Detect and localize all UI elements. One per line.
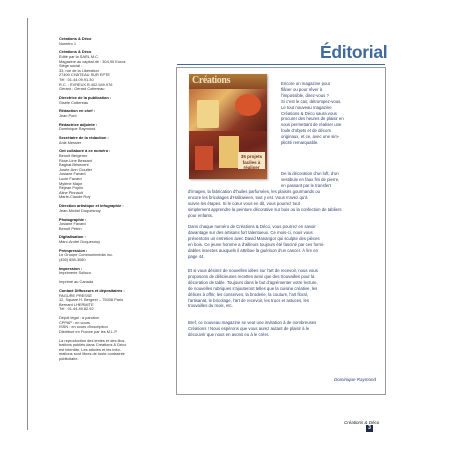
- credit-line: mations sont libres de toute contrainte: [59, 352, 125, 357]
- text-line: page 44.: [188, 253, 205, 259]
- cover-photo-item: [197, 100, 219, 128]
- title-rule: [177, 64, 385, 65]
- credit-line: Dominique Raymond: [59, 127, 96, 132]
- masthead-issue: Numéro 1: [59, 41, 77, 46]
- credit-line: Magazine au capital de : 304,90 Euros: [59, 59, 126, 64]
- credit-block: [59, 96, 174, 105]
- text-line: vestibule en faux fini de pierre,: [281, 176, 340, 182]
- credit-line: Siège social :: [59, 64, 83, 69]
- credit-line: Jean-Michel Duquesnoy: [59, 208, 101, 213]
- text-line: flâner ou pour rêver à: [281, 86, 323, 92]
- text-line: pour enfants.: [188, 212, 214, 218]
- editorial-paragraph-1: [281, 81, 375, 146]
- credit-heading: Impression :: [59, 265, 83, 271]
- credit-line: 12, Square H. Bergeer – 75008 Paris: [59, 298, 124, 303]
- cover-photo-item: [219, 136, 239, 168]
- credit-block: [59, 204, 174, 213]
- credit-block: [59, 136, 174, 145]
- credit-line: Le Groupe Communimédia Inc.: [59, 253, 114, 258]
- credit-block: [59, 123, 174, 132]
- credit-heading: Direction artistique et infographie :: [59, 203, 124, 209]
- credit-line: Benoît Bergeron: [59, 154, 88, 158]
- credit-heading: Digitalisation :: [59, 234, 86, 240]
- editorial-title: Éditorial: [320, 42, 388, 62]
- masthead-credits: [59, 50, 174, 361]
- text-line: décoration de table. Toujours dans le but d'agrémenter votre lecture,: [188, 279, 318, 285]
- text-line: trouvailles du mois, etc.: [188, 303, 233, 309]
- credit-line: Josée-Ann Cloutier: [59, 167, 93, 172]
- editorial-paragraph-3: [188, 224, 376, 259]
- credit-line: Josiane Favard: [59, 222, 86, 227]
- credit-line: est interdite. Les articles et les infor-: [59, 347, 122, 352]
- text-line: De la décoration d'un loft, d'un: [281, 171, 339, 176]
- text-line: simplement apprendre la peinture décorative sur bois ou la confection de tabliers: [188, 206, 342, 212]
- magazine-cover-image: [189, 74, 267, 179]
- credit-heading: Créations & Déco: [59, 49, 92, 55]
- credit-line: Réjean Poplin: [59, 186, 84, 191]
- credit-line: CPPAP : en cours: [59, 320, 90, 325]
- credit-block: [59, 218, 174, 232]
- credit-line: Dépôt légal : à parution: [59, 316, 100, 321]
- credit-line: Lucie Favard: [59, 176, 82, 181]
- credit-line: R.C. : ÉVREUX B 402.549.976: [59, 82, 113, 87]
- masthead-title: Créations & Déco: [59, 36, 92, 41]
- credit-line: Tél : 01.44.49.82.92: [59, 307, 94, 312]
- masthead-header: [59, 37, 174, 46]
- credit-block: [59, 316, 174, 334]
- credit-line: Aline Pinnault: [59, 190, 83, 195]
- text-line: procurer des heures de plaisir en: [281, 116, 344, 122]
- credit-heading: Rédactrice adjointe :: [59, 121, 98, 127]
- credit-block: [59, 50, 174, 91]
- text-line: Si c'est le cas, détrompez-vous.: [281, 98, 342, 104]
- text-line: Encore un magazine pour: [281, 81, 331, 86]
- credit-block: [59, 339, 174, 362]
- credit-line: Tél : 01.44.09.91.30: [59, 77, 94, 82]
- credit-heading: Secrétaire de la rédaction :: [59, 135, 109, 141]
- credit-block: [59, 149, 174, 200]
- credit-heading: Rédaction en chef :: [59, 108, 95, 114]
- text-line: davantage sur des artisans fort talentueux. Ce mois-ci, nous vous: [188, 229, 313, 235]
- credit-heading: Prémpression :: [59, 247, 88, 253]
- credit-heading: Contact Diffuseurs et dépositaires :: [59, 287, 125, 293]
- masthead-column: [59, 37, 174, 366]
- text-line: Bref, ce nouveau magazine se veut une invitation à de nombreuses: [188, 320, 317, 325]
- text-line: Créations ! Nous espérons que vous aurez autant de plaisir à le: [188, 325, 310, 331]
- text-line: délices à offrir, les conserves, la broderie, la couture, l'art floral,: [188, 291, 308, 297]
- footer-label: Créations & Déco: [344, 420, 380, 425]
- text-line: l'artisanat, le bricolage, l'art de recevoir, les trucs et astuces, les: [188, 297, 310, 303]
- credit-line: Benoît Pétrin: [59, 226, 82, 231]
- text-line: de nouvelles rubriques s'ajouteront telles que la cuisine créative, les: [188, 285, 318, 291]
- credit-block: [59, 289, 174, 312]
- credit-line: Imprimé au Canada: [59, 280, 94, 285]
- cover-logo: Créations: [192, 75, 231, 86]
- text-line: découvrir que nous en avons eu à le créer.: [188, 331, 270, 337]
- credit-line: Gérant : Gérard Cottereau: [59, 87, 105, 92]
- credit-line: Gisèle Cottereau: [59, 100, 89, 105]
- text-line: Le tout nouveau magazine: [281, 104, 332, 110]
- text-line: originaux, et ce, avec une sim-: [281, 134, 340, 140]
- page-number: 3: [366, 425, 373, 432]
- editorial-paragraph-2-cont: [188, 189, 376, 219]
- credit-line: Josiane Favard: [59, 172, 86, 177]
- text-line: suivre les étapes. Si le cœur vous en dit, vous pourrez tout: [188, 200, 300, 206]
- cover-photo-item: [195, 146, 213, 170]
- credit-line: (450) 655-3080: [59, 258, 86, 263]
- credit-heading: Ont collaboré à ce numéro :: [59, 148, 111, 154]
- credit-line: ISSN : en cours d'inscription: [59, 325, 108, 330]
- cover-badge: 35 projets faciles à réaliser: [238, 152, 265, 169]
- cover-photo-item: [235, 94, 261, 116]
- credit-line: Marie-Claude Roy: [59, 195, 91, 200]
- text-line: présentons un entretien avec David Manangor qui sculpte des pièces: [188, 235, 320, 241]
- credit-line: trations publiés dans Créations & Déco: [59, 343, 127, 348]
- margin-rule: [27, 18, 28, 430]
- text-line: foule d'objets et de décors: [281, 128, 332, 134]
- text-line: dables insectes auxquels il attribue la guérison d'un cancer. À lire en: [188, 247, 319, 253]
- credit-block: [59, 109, 174, 118]
- text-line: Créations & Déco saura vous: [281, 110, 337, 116]
- text-line: plicité remarquable.: [281, 140, 319, 146]
- text-line: Et si vous désirez de nouvelles idées sur l'art de recevoir, nous vous: [188, 268, 318, 273]
- editorial-paragraph-4: [188, 268, 376, 309]
- credit-line: Anik Messier: [59, 140, 82, 145]
- credit-line: publicitaire.: [59, 357, 79, 362]
- text-line: en passant par le transfert: [281, 182, 331, 188]
- credit-line: Mylène Major: [59, 181, 83, 186]
- credit-line: 33, rue de la Libération: [59, 68, 99, 73]
- credit-block: [59, 267, 174, 276]
- credit-line: Jean Pont: [59, 113, 77, 118]
- credit-line: Marc-André Duquesnoy: [59, 240, 101, 245]
- text-line: en bois. Ce jeune homme a d'ailleurs toujours été fasciné par ces formi-: [188, 241, 325, 247]
- credit-line: Imprimerie Solisco: [59, 271, 91, 276]
- credit-line: Bernard LHERMITE: [59, 302, 94, 307]
- text-line: d'images, la fabrication d'huiles parfumées, les plaisirs gourmands ou: [188, 189, 321, 194]
- text-line: encore les bricolages d'Halloween, tout y est. Vous n'avez qu'à: [188, 194, 308, 200]
- editorial-paragraph-5: [188, 320, 376, 338]
- credit-line: PAGURE PRESSE: [59, 293, 93, 298]
- credit-heading: Directrice de la publication :: [59, 94, 112, 100]
- text-line: Dans chaque numéro de Créations & Déco, vous pourrez en savoir: [188, 224, 316, 229]
- credit-line: Baghat Brisecent: [59, 163, 89, 168]
- text-line: proposons de délicieuses recettes ainsi que des trouvailles pour la: [188, 273, 315, 279]
- editorial-signature: Dominique Raymond: [333, 377, 376, 382]
- credit-line: La reproduction des textes et des illus-: [59, 338, 126, 343]
- credit-line: Rose-Line Bessant: [59, 158, 92, 163]
- credit-line: 27400 CHÂTEAU SUR EPTE: [59, 73, 111, 78]
- credit-block: [59, 249, 174, 263]
- credit-heading: Photographie :: [59, 216, 87, 222]
- text-line: l'impossible, direz-vous ?: [281, 92, 329, 98]
- credit-block: [59, 235, 174, 244]
- editorial-paragraph-2: [281, 171, 375, 189]
- text-line: vous permettant de réaliser une: [281, 122, 342, 128]
- credit-block: [59, 280, 174, 285]
- credit-line: Distribué en France par les M.L.P.: [59, 329, 118, 334]
- credit-line: Édité par la SARL M.C.: [59, 54, 100, 59]
